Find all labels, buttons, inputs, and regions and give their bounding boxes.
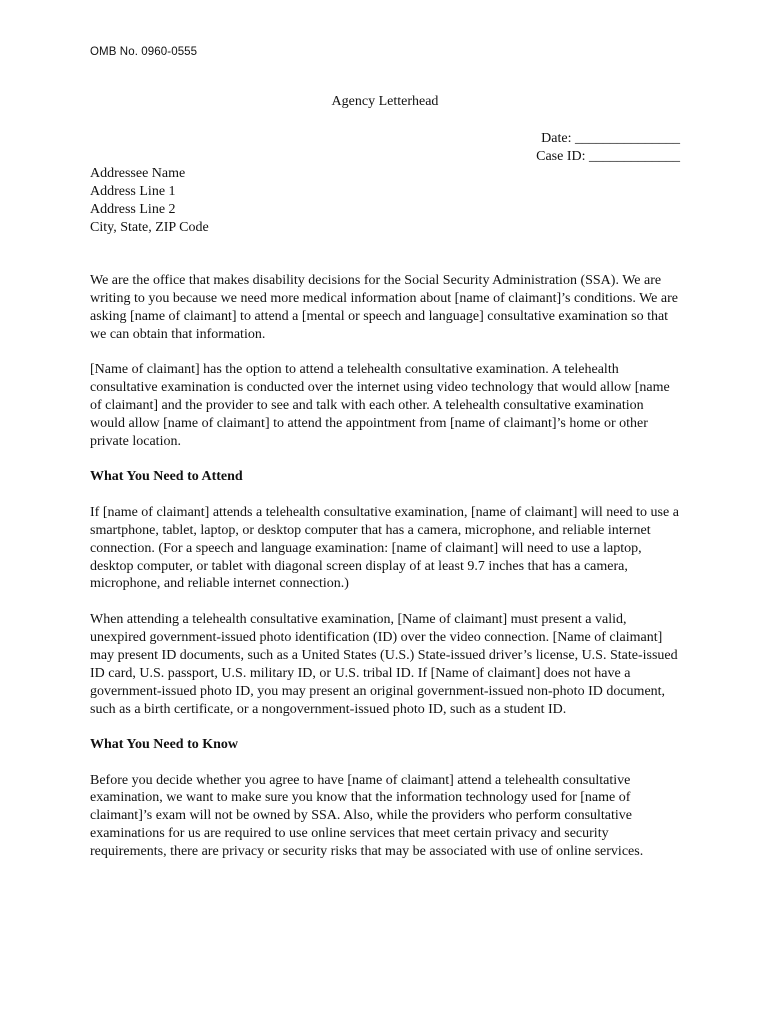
omb-number: OMB No. 0960-0555	[90, 46, 198, 58]
address-city-state-zip: City, State, ZIP Code	[90, 220, 209, 235]
id-requirements-paragraph: When attending a telehealth consultative examination, [Name of claimant] must present a valid, unexpired government-issued photo identification (ID) over the video connection. [Name of claimant] may present ID documents, such as a United States (U.S.) State-issued driver’s license, U.S. State-issued ID card, U.S. passport, U.S. military ID, or U.S. tribal ID. If [Name of claimant] does not have a government-issued photo ID, you may present an original government-issued non-photo ID document, such as a birth certificate, or a nongovernment-issued photo ID, such as a student ID.	[90, 611, 678, 717]
telehealth-option-paragraph: [Name of claimant] has the option to attend a telehealth consultative examination. A telehealth consultative examination is conducted over the internet using video technology that would allow [name of claimant] and the provider to see and talk with each other. A telehealth consultative examination would allow [name of claimant] to attend the appointment from [name of claimant]’s home or other private location.	[90, 362, 670, 449]
heading-what-you-need-to-know: What You Need to Know	[90, 737, 239, 752]
addressee-name: Addressee Name	[90, 166, 186, 181]
address-line-1: Address Line 1	[90, 184, 176, 199]
agency-letterhead: Agency Letterhead	[331, 94, 439, 109]
device-requirements-paragraph: If [name of claimant] attends a telehealth consultative examination, [name of claimant] will need to use a smartphone, tablet, laptop, or desktop computer that has a camera, microphone, and reliable internet connection. (For a speech and language examination: [name of claimant] will need to use a laptop, desktop computer, or tablet with diagonal screen display of at least 9.7 inches that has a camera, microphone, and reliable internet connection.)	[90, 504, 679, 592]
address-line-2: Address Line 2	[90, 202, 176, 217]
date-line: Date: _______________	[541, 131, 680, 146]
privacy-paragraph: Before you decide whether you agree to have [name of claimant] attend a telehealth consultative examination, we want to make sure you know that the information technology used for [name of claimant]’s exam will not be owned by SSA. Also, while the providers who perform consultative examinations for us are required to use online services that meet certain privacy and security requirements, there are privacy or security risks that may be associated with use of online services.	[90, 772, 644, 860]
case-id-line: Case ID: _____________	[536, 149, 680, 164]
intro-paragraph: We are the office that makes disability decisions for the Social Security Administration (SSA). We are writing to you because we need more medical information about [name of claimant]’s conditions. We are asking [name of claimant] to attend a [mental or speech and language] consultative examination so that we can obtain that information.	[90, 273, 678, 342]
heading-what-you-need-to-attend: What You Need to Attend	[90, 469, 243, 485]
date-case-block	[536, 130, 680, 166]
letter-body	[90, 272, 682, 879]
addressee-block	[90, 165, 209, 237]
